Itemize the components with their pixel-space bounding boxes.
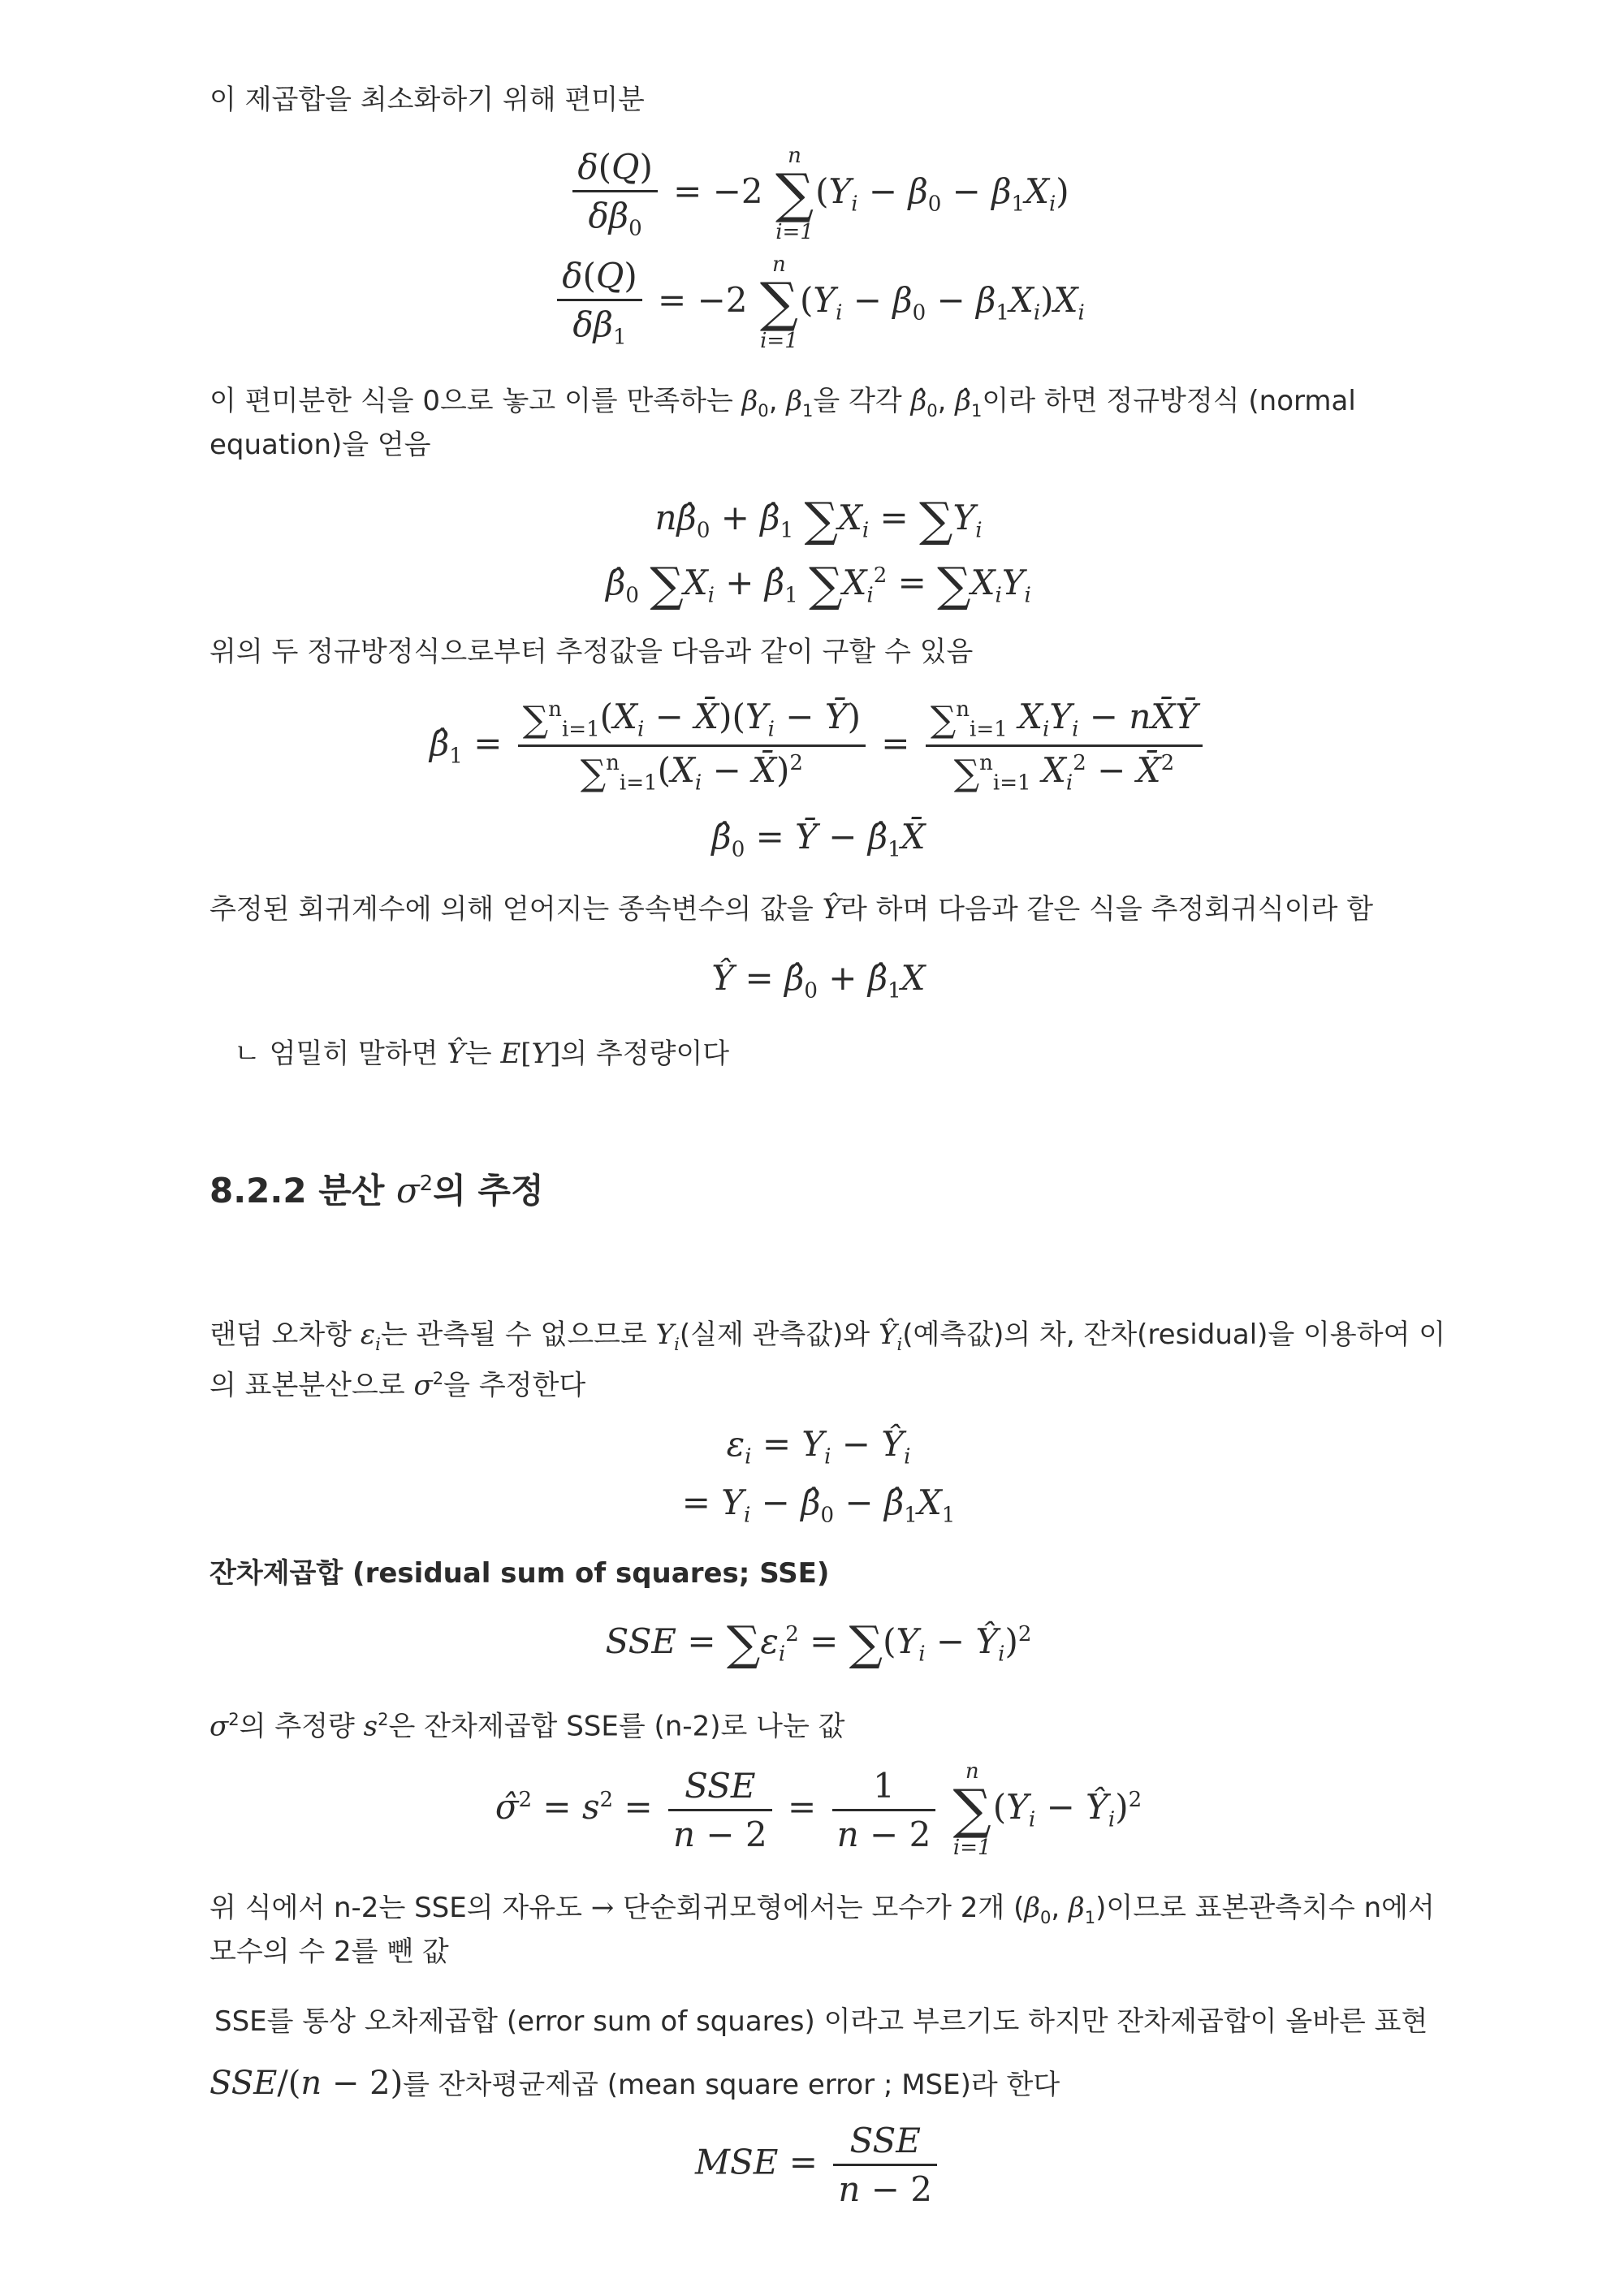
equation-normal-1: $n\betâ_0$ + $\betâ_1$ $\sum X_i = \sum Y_i$	[654, 492, 983, 547]
paragraph-estimates: 위의 두 정규방정식으로부터 추정값을 다음과 같이 구할 수 있음	[209, 636, 974, 668]
equation-residual-2: = $Y_i$ − $\betâ_0$ − $\betâ_1X_1$	[681, 1482, 956, 1528]
equation-beta1-hat: $\betâ_1$ = $\frac{\sum^n_{i=1}(X_i - X̄)(Y_i - Ȳ)}{\sum^n_{i=1}(X_i - X̄)^2}$ = $\frac{\sum^n_{i=1} X_iY_i - nX̄Ȳ}{\sum^n_{i=1} X_i^2 - X̄^2}$	[209, 697, 1427, 796]
text-segment: 는 관측될 수 없으므로	[380, 1318, 656, 1351]
note-expected-value: ㄴ 엄밀히 말하면 Ŷ는 E[Y]의 추정량이다	[234, 1038, 730, 1070]
paragraph-error-sum: SSE를 통상 오차제곱합 (error sum of squares) 이라고 부르기도 하지만 잔차제곱합이 올바른 표현	[214, 2005, 1428, 2038]
equation-sigma-hat: σ̂$^2$ = $s^2$ = $\frac{\text{SSE}}{n - 2}$ = $\frac{1}{n - 2}$ n ∑ i=1 ($Y_i$ − $Ŷ_i)^2$	[495, 1759, 1142, 1860]
text-segment: 을 추정한다	[443, 1369, 586, 1402]
text-segment: 위 식에서 n-2는 SSE의 자유도	[209, 1892, 591, 1924]
equation-normal-2: $\betâ_0$ $\sum X_i$ + $\betâ_1$ $\sum X_i^2 = \sum X_iY_i$	[606, 557, 1031, 612]
text-segment: 이라 하면 정규방정식 (normal	[982, 385, 1356, 417]
text-segment: 단순회귀모형에서는 모수가 2개 (	[614, 1892, 1025, 1924]
paragraph-s-squared: $\sigma^2$의 추정량 $s^2$은 잔차제곱합 SSE를 (n-2)로 나눈 값	[209, 1709, 845, 1743]
equation-sse: SSE = $\sum\varepsilon_i^2 = \sum(Y_i$ − $Ŷ_i)^2$	[605, 1616, 1032, 1671]
equation-partial-beta0: $\frac{\delta(Q)}{\delta\beta_0}$ = −2 n ∑ i=1 $(Y_i - \beta_0 - \beta_1X_i)$	[209, 145, 1427, 244]
text-segment: 라 하며 다음과 같은 식을 추정회귀식이라 함	[840, 893, 1374, 926]
equation-y-hat: Ŷ = $\betâ_0$ + $\betâ_1X$	[711, 958, 926, 1003]
equation-mse: MSE = $\frac{\text{SSE}}{n - 2}$	[209, 2121, 1427, 2209]
equation-partial-beta1: $\frac{\delta(Q)}{\delta\beta_1}$ = −2 n ∑ i=1 $(Y_i - \beta_0 - \beta_1X_i)X_i$	[209, 253, 1427, 352]
paragraph-partial-derivative-intro: 이 제곱합을 최소화하기 위해 편미분	[209, 84, 645, 116]
section-heading-variance: 8.2.2 분산 $\sigma^2$의 추정	[209, 1171, 544, 1211]
text-segment: 의 추정량	[239, 1710, 364, 1743]
sse-heading: 잔차제곱합 (residual sum of squares; SSE)	[209, 1557, 830, 1590]
equation-residual-1: $\varepsilon_i = Y_i$ − $Ŷ_i$	[726, 1424, 911, 1470]
text-segment: 추정된 회귀계수에 의해 얻어지는 종속변수의 값을	[209, 893, 823, 926]
text-segment: 의 추정량이다	[560, 1038, 730, 1070]
text-segment: 이 편미분한 식을 0으로 놓고 이를 만족하는	[209, 385, 742, 417]
text-segment: )이므로 표본관측치수 n에서	[1095, 1892, 1435, 1924]
text-segment: 는	[464, 1038, 501, 1070]
paragraph-residual-intro: 랜덤 오차항 $\varepsilon_i$는 관측될 수 없으므로 $Y_i$(실제 관측값)와 $Ŷ_i$(예측값)의 차, 잔차(residual)을 이용하여 이	[209, 1318, 1446, 1354]
text-segment: 의 표본분산으로	[209, 1369, 414, 1402]
paragraph-normal-equation: 이 편미분한 식을 0으로 놓고 이를 만족하는 $\beta_0$, $\beta_1$을 각각 $\betâ_0$, $\betâ_1$이라 하면 정규방정식 (normal	[209, 385, 1356, 421]
paragraph-degrees-of-freedom-cont: 모수의 수 2를 뺀 값	[209, 1936, 449, 1968]
equation-beta0-hat: $\betâ_0$ = Ȳ − $\betâ_1X̄$	[711, 817, 926, 862]
text-segment: 랜덤 오차항	[209, 1318, 361, 1351]
text-segment: (실제 관측값)와	[679, 1318, 879, 1351]
paragraph-fitted-regression: 추정된 회귀계수에 의해 얻어지는 종속변수의 값을 Ŷ라 하며 다음과 같은 식을 추정회귀식이라 함	[209, 893, 1374, 926]
text-segment: 은 잔차제곱합 SSE를 (n-2)로 나눈 값	[388, 1710, 845, 1743]
paragraph-mse: SSE/(n − 2)를 잔차평균제곱 (mean square error ; MSE)라 한다	[209, 2065, 1060, 2102]
text-segment: (예측값)의 차, 잔차(residual)을 이용하여 이	[902, 1318, 1446, 1351]
paragraph-degrees-of-freedom: 위 식에서 n-2는 SSE의 자유도 → 단순회귀모형에서는 모수가 2개 ($\beta_0$, $\beta_1$)이므로 표본관측치수 n에서	[209, 1892, 1435, 1927]
paragraph-residual-intro-cont: 의 표본분산으로 $\sigma^2$을 추정한다	[209, 1368, 586, 1402]
text-segment: ㄴ 엄밀히 말하면	[234, 1038, 447, 1070]
text-segment: 를 잔차평균제곱 (mean square error ; MSE)라 한다	[403, 2069, 1060, 2101]
text-segment: 의 추정	[433, 1171, 544, 1211]
paragraph-normal-equation-cont: equation)을 얻음	[209, 429, 431, 461]
text-segment: 을 각각	[813, 385, 911, 417]
text-segment: 8.2.2 분산	[209, 1171, 396, 1211]
